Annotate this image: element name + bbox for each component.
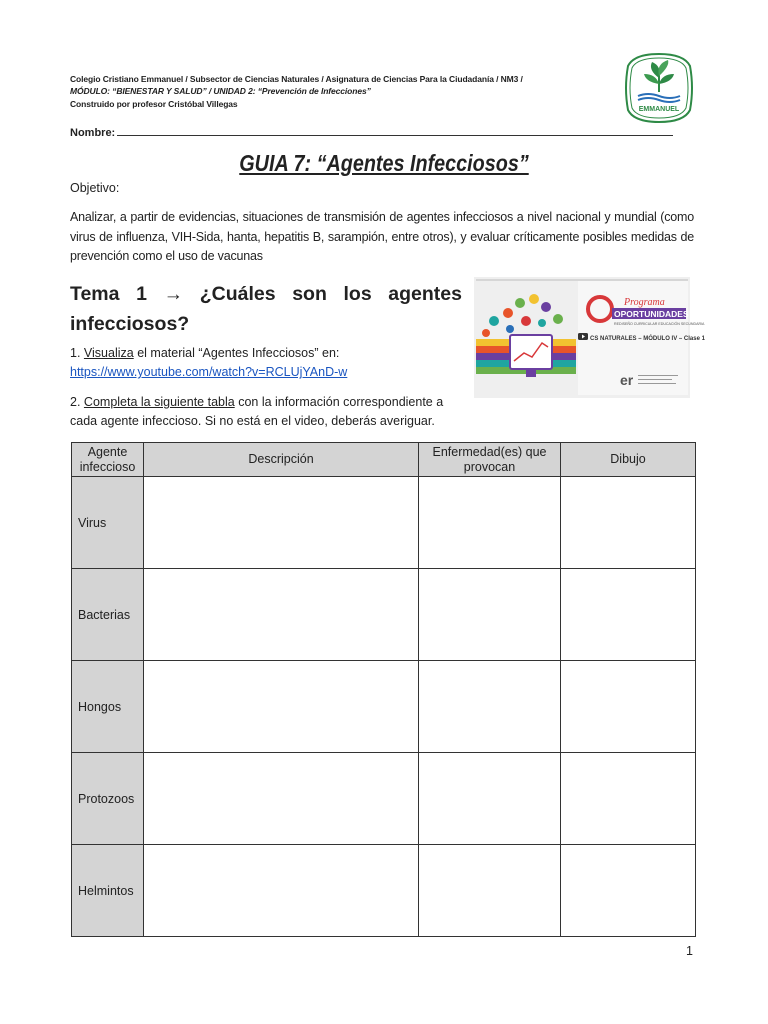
agent-cell-protozoos: Protozoos: [72, 753, 144, 845]
agent-cell-hongos: Hongos: [72, 661, 144, 753]
thumb-brand-mark: er: [620, 372, 634, 388]
description-cell[interactable]: [144, 569, 419, 661]
page-title: GUIA 7: “Agentes Infecciosos”: [239, 150, 529, 176]
agents-table: [71, 442, 696, 937]
topic-heading: Tema 1 → ¿Cuáles son los agentes infecciosos?: [70, 283, 462, 335]
col-header-description: Descripción: [144, 443, 419, 477]
name-field[interactable]: [70, 127, 673, 139]
disease-cell[interactable]: [419, 477, 561, 569]
header-school-line: Colegio Cristiano Emmanuel / Subsector de Ciencias Naturales / Asignatura de Ciencias Para la Ciudadanía / NM3 /: [70, 74, 523, 84]
description-cell[interactable]: [144, 477, 419, 569]
school-logo: [624, 52, 694, 124]
thumb-caption-text: CS NATURALES – MÓDULO IV – Clase 1: [590, 336, 705, 342]
drawing-cell[interactable]: [561, 477, 696, 569]
name-underline[interactable]: [117, 127, 673, 136]
disease-cell[interactable]: [419, 845, 561, 937]
video-link[interactable]: https://www.youtube.com/watch?v=RCLUjYAnD-w: [70, 365, 348, 379]
step-2-number: 2.: [70, 395, 81, 409]
table-row: [72, 845, 696, 937]
table-row: [72, 569, 696, 661]
description-cell[interactable]: [144, 845, 419, 937]
thumb-oportunidades-text: OPORTUNIDADES: [614, 309, 689, 319]
thumb-subtitle-text: REDISEÑO CURRICULAR EDUCACIÓN SECUNDARIA: [614, 322, 705, 326]
page-number: 1: [686, 944, 693, 958]
drawing-cell[interactable]: [561, 569, 696, 661]
objective-label: Objetivo:: [70, 181, 120, 195]
step-1: [70, 344, 470, 382]
step-1-verb: Visualiza: [83, 346, 134, 360]
header-author-line: Construido por profesor Cristóbal Villegas: [70, 99, 238, 109]
disease-cell[interactable]: [419, 569, 561, 661]
header-module-line: MÓDULO: “BIENESTAR Y SALUD” / UNIDAD 2: “Prevención de Infecciones”: [70, 86, 371, 96]
step-2: [70, 393, 470, 430]
name-label: Nombre:: [70, 127, 116, 139]
drawing-cell[interactable]: [561, 753, 696, 845]
table-row: [72, 661, 696, 753]
agent-cell-bacterias: Bacterias: [72, 569, 144, 661]
thumb-program-text: Programa: [624, 297, 665, 308]
col-header-agent: Agente infeccioso: [72, 443, 144, 477]
agent-cell-helmintos: Helmintos: [72, 845, 144, 937]
video-thumbnail[interactable]: [474, 277, 705, 398]
table-row: [72, 477, 696, 569]
drawing-cell[interactable]: [561, 661, 696, 753]
table-row: [72, 753, 696, 845]
description-cell[interactable]: [144, 661, 419, 753]
step-2-verb: Completa la siguiente tabla: [83, 395, 235, 409]
disease-cell[interactable]: [419, 753, 561, 845]
logo-wordmark: EMMANUEL: [638, 106, 680, 113]
description-cell[interactable]: [144, 753, 419, 845]
col-header-diseases: Enfermedad(es) que provocan: [419, 443, 561, 477]
drawing-cell[interactable]: [561, 845, 696, 937]
step-1-number: 1.: [70, 346, 81, 360]
agent-cell-virus: Virus: [72, 477, 144, 569]
disease-cell[interactable]: [419, 661, 561, 753]
step-2-text: con la información correspondiente a cada agente infeccioso. Si no está en el video, deberás averiguar.: [70, 395, 444, 428]
objective-text: Analizar, a partir de evidencias, situaciones de transmisión de agentes infecciosos a nivel nacional y mundial (como virus de influenza, VIH-Sida, hanta, hepatitis B, sarampión, entre otros), y evaluar críticamente posibles medidas de prevención como el uso de vacunas: [70, 210, 694, 263]
step-1-text: el material “Agentes Infecciosos” en:: [137, 346, 340, 360]
table-header-row: [72, 443, 696, 477]
col-header-drawing: Dibujo: [561, 443, 696, 477]
